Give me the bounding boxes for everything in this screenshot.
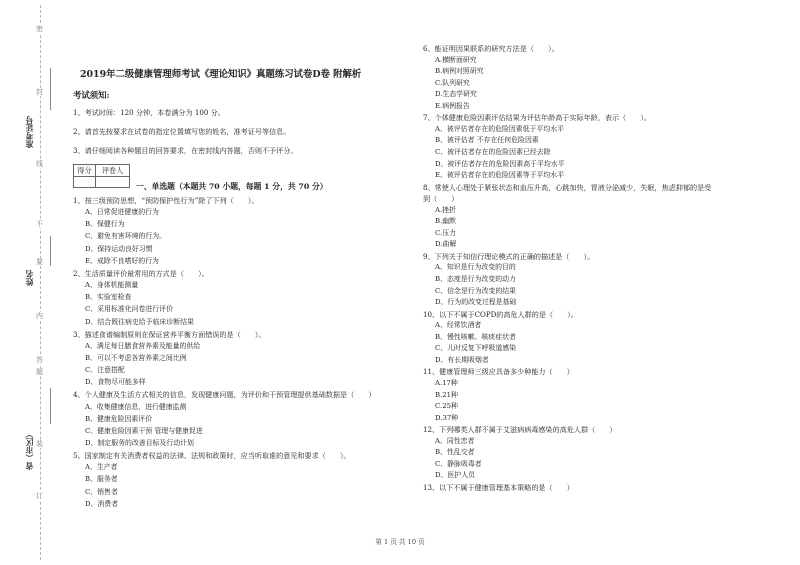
answer-option: A、收集健康信息，进行健康监测 bbox=[85, 402, 187, 411]
answer-option: C.队列研究 bbox=[435, 78, 470, 87]
notice-heading: 考试须知: bbox=[73, 90, 110, 100]
seal-char: 题 bbox=[36, 368, 43, 376]
answer-option: B.幽默 bbox=[435, 217, 457, 226]
answer-option: A、知识是行为改变的目的 bbox=[435, 263, 516, 272]
question-stem: 13、以下不属于健康管理基本策略的是（ ） bbox=[423, 482, 574, 492]
exam-number-fill-line bbox=[50, 68, 51, 110]
section-title: 一、单选题（本题共 70 小题，每题 1 分，共 70 分） bbox=[136, 182, 328, 191]
question-stem: 2、生活质量评价最常用的方式是（ ）。 bbox=[73, 268, 209, 278]
answer-option: B、慢性咳嗽、咳痰症状者 bbox=[435, 332, 516, 341]
answer-option: B、服务者 bbox=[85, 475, 118, 484]
question-stem: 6、能证明因果联系的研究方法是（ ）。 bbox=[423, 44, 559, 53]
answer-option: C、被评估者存在的危险因素已经去除 bbox=[435, 147, 551, 156]
answer-option: A.横断面研究 bbox=[435, 55, 477, 64]
question-stem: 12、下列哪类人群不属于艾滋病病毒感染的高危人群（ ） bbox=[423, 425, 617, 435]
answer-option: A、经常饮酒者 bbox=[435, 321, 482, 330]
question-stem: 3、描述食谱编制原则在保证营养平衡方面错误的是（ ）。 bbox=[73, 329, 266, 339]
answer-option: C、销售者 bbox=[85, 487, 118, 496]
question-stem: 10、以下不属于COPD的高危人群的是（ ）。 bbox=[423, 309, 578, 319]
answer-option: B、健康危险因素评价 bbox=[85, 414, 153, 423]
seal-char: 密 bbox=[36, 25, 43, 33]
page-footer: 第 1 页 共 10 页 bbox=[375, 538, 425, 546]
answer-option: D、食物尽可能多样 bbox=[85, 378, 146, 387]
answer-option: A、满足每日膳食营养素及能量的供给 bbox=[85, 341, 201, 350]
answer-option: E、戒除不良嗜好的行为 bbox=[85, 256, 159, 265]
answer-option: B、态度是行为改变的动力 bbox=[435, 275, 516, 283]
seal-char: 答 bbox=[36, 356, 43, 364]
answer-option: A、日常促进健康的行为 bbox=[85, 208, 159, 217]
answer-option: B、实验室检查 bbox=[85, 293, 132, 302]
answer-option: D.生态学研究 bbox=[435, 90, 477, 99]
answer-option: C、儿时反复下呼吸道感染 bbox=[435, 344, 517, 353]
seal-char: 装 bbox=[36, 440, 43, 448]
answer-option: B、保健行为 bbox=[85, 220, 125, 229]
answer-option: D、有长期吸烟者 bbox=[435, 355, 489, 364]
answer-option: D、结合既往病史给予临床诊断结果 bbox=[85, 317, 194, 326]
question-stem: 1、按三级预防思想，“预防保护性行为”除了下列（ ）。 bbox=[73, 196, 259, 205]
answer-option: A.17种 bbox=[435, 378, 458, 387]
margin-label-exam-number: 准考证号 bbox=[24, 116, 34, 148]
seal-char: 要 bbox=[36, 258, 43, 266]
question-stem: 9、下列关于知信行理论模式的正确的描述是（ ）。 bbox=[423, 251, 595, 261]
answer-option: C、采用标准化问卷进行评价 bbox=[85, 305, 173, 314]
answer-option: A、身体机能测量 bbox=[85, 281, 139, 290]
answer-option: D.37种 bbox=[435, 413, 459, 422]
score-label: 得分 bbox=[74, 165, 96, 176]
answer-option: A、被评估者存在的危险因素低于平均水平 bbox=[435, 124, 565, 133]
seal-char: 订 bbox=[36, 492, 43, 500]
answer-option: B.21种 bbox=[435, 390, 458, 399]
answer-option: B、被评估者 不存在任何危险因素 bbox=[435, 136, 539, 145]
question-stem-continued: 到（ ） bbox=[423, 194, 459, 204]
question-stem: 4、个人健康及生活方式相关的信息，发现健康问题，为评价和干预管理提供基础数据是（ ） bbox=[73, 390, 376, 400]
score-box bbox=[73, 164, 130, 188]
answer-option: C、避免有害环境的行为。 bbox=[85, 232, 167, 241]
name-fill-line bbox=[50, 236, 51, 266]
answer-option: A、生产者 bbox=[85, 463, 118, 472]
answer-option: D.曲解 bbox=[435, 240, 457, 249]
answer-option: D、保持运动良好习惯 bbox=[85, 244, 153, 253]
answer-option: C、注意搭配 bbox=[85, 366, 125, 375]
province-fill-line bbox=[50, 388, 51, 424]
answer-option: D、制定服务的改善目标及行动计划 bbox=[85, 439, 194, 447]
answer-option: A、同性恋者 bbox=[435, 436, 475, 445]
answer-option: C、健康危险因素干预 管理与健康促进 bbox=[85, 426, 203, 435]
answer-option: E.病例报告 bbox=[435, 101, 470, 110]
answer-option: C、信念是行为改变的结果 bbox=[435, 286, 517, 295]
question-stem: 7、个体健康危险因素评估结果为评估年龄高于实际年龄，表示（ ）。 bbox=[423, 113, 651, 123]
seal-char: 封 bbox=[36, 88, 43, 96]
answer-option: B、性乱交者 bbox=[435, 448, 475, 457]
question-stem: 8、常使人心理处于紧张状态和血压升高，心跳加快，胃液分泌减少，失眠，焦虑抑郁的是受 bbox=[423, 182, 712, 192]
answer-option: D、消费者 bbox=[85, 499, 119, 508]
seal-char: 不 bbox=[36, 220, 43, 228]
margin-label-name: 姓名 bbox=[24, 270, 34, 286]
answer-option: A.挫折 bbox=[435, 205, 456, 214]
answer-option: D、行为的改变过程是基础 bbox=[435, 298, 517, 307]
document-title: 2019年二级健康管理师考试《理论知识》真题练习试卷D卷 附解析 bbox=[80, 69, 362, 80]
answer-option: D、被评估者存在的危险因素高于平均水平 bbox=[435, 159, 565, 168]
notice-item: 2、请首先按要求在试卷的指定位置填写您的姓名，准考证号等信息。 bbox=[73, 127, 291, 136]
notice-item: 1、考试时间：120 分钟，本卷满分为 100 分。 bbox=[73, 108, 225, 117]
seal-char: 线 bbox=[36, 160, 43, 168]
notice-item: 3、请仔细阅读各种题目的回答要求，在密封线内答题，否则不予评分。 bbox=[73, 146, 298, 155]
answer-option: D、医护人员 bbox=[435, 471, 475, 480]
margin-label-province: 省（市区） bbox=[24, 430, 34, 470]
answer-option: E、被评估者存在的危险因素等于平均水平 bbox=[435, 171, 565, 180]
question-stem: 11、健康管理师三级应具备多少种能力（ ） bbox=[423, 367, 574, 377]
answer-option: C、静脉吸毒者 bbox=[435, 459, 482, 468]
answer-option: B.病例对照研究 bbox=[435, 67, 484, 76]
answer-option: C.25种 bbox=[435, 402, 458, 411]
question-stem: 5、国家制定有关消费者权益的法律、法规和政策时，应当听取谁的意见和要求（ ）。 bbox=[73, 451, 351, 461]
answer-option: C.压力 bbox=[435, 228, 456, 237]
answer-option: B、可以不考虑各营养素之间比例 bbox=[85, 353, 187, 362]
score-entry-row bbox=[74, 176, 129, 188]
seal-char: 内 bbox=[36, 312, 43, 320]
grader-label: 评卷人 bbox=[101, 166, 124, 175]
